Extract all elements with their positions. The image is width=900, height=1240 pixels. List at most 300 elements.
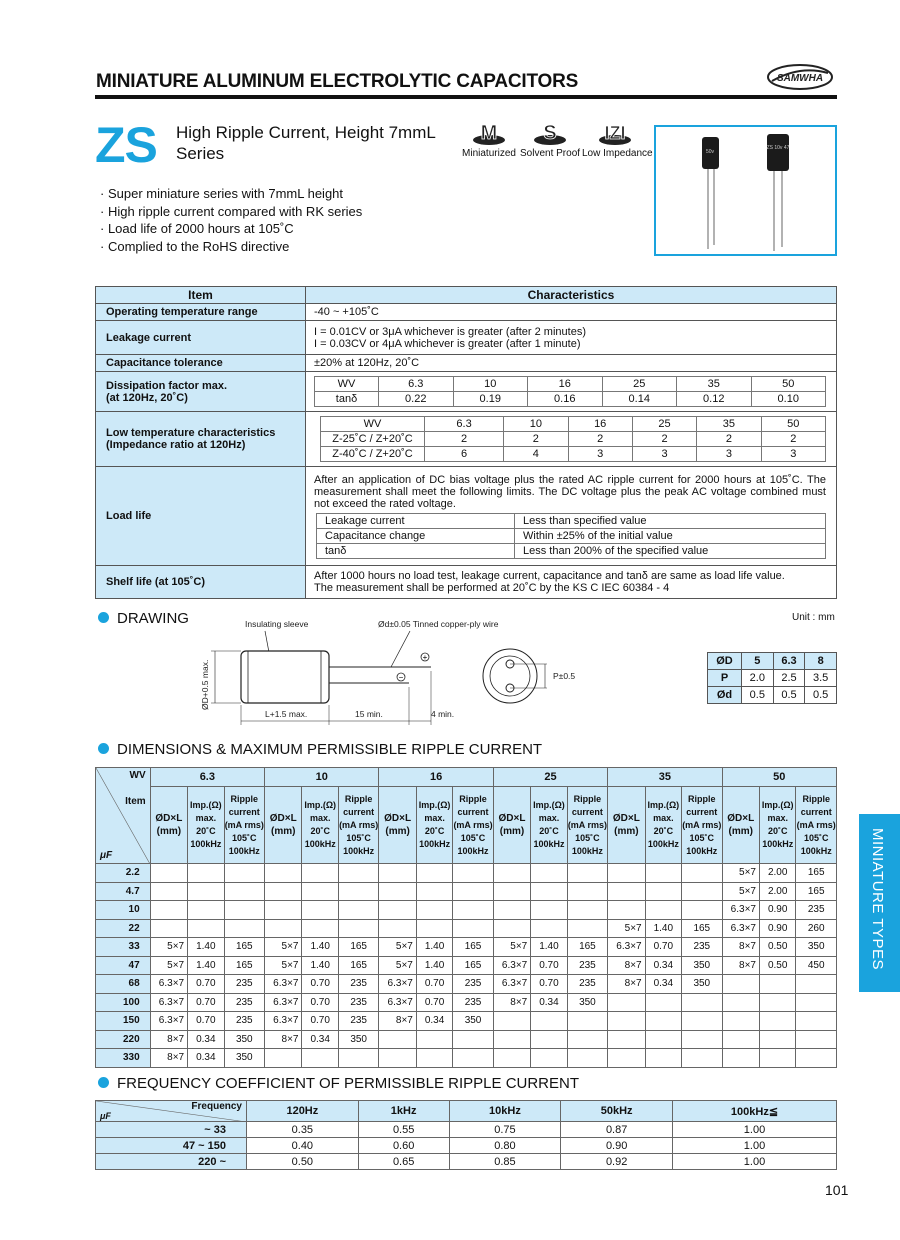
shelf-line: After 1000 hours no load test, leakage current, capacitance and tanδ are same as load life value. bbox=[314, 570, 785, 582]
ripple-cell: 0.50 bbox=[759, 956, 795, 975]
ripple-cell bbox=[759, 1012, 795, 1031]
dim-row bbox=[708, 653, 837, 670]
ripple-capacitance: 330 bbox=[96, 1049, 151, 1068]
lowtemp-val: 3 bbox=[697, 447, 761, 462]
ripple-cell: 350 bbox=[338, 1030, 378, 1049]
spec-label bbox=[96, 372, 306, 412]
ripple-cell: 350 bbox=[224, 1030, 264, 1049]
badge-miniaturized bbox=[462, 120, 516, 159]
shelf-line: The measurement shall be performed at 20˚C by the KS C IEC 60384 - 4 bbox=[314, 582, 670, 594]
ripple-row bbox=[96, 938, 837, 957]
ripple-cell bbox=[796, 993, 837, 1012]
ripple-row bbox=[96, 1030, 837, 1049]
feature-item: · Super miniature series with 7mmL height bbox=[100, 185, 362, 203]
ripple-cell bbox=[302, 901, 338, 920]
loadlife-cell bbox=[306, 467, 837, 566]
df-table bbox=[314, 376, 826, 407]
ripple-cell: 165 bbox=[338, 938, 378, 957]
freq-val: 0.85 bbox=[449, 1154, 561, 1170]
ripple-cell bbox=[608, 901, 645, 920]
feature-item: · Complied to the RoHS directive bbox=[100, 238, 362, 256]
ripple-cell bbox=[493, 901, 530, 920]
ripple-cell: 235 bbox=[453, 975, 493, 994]
ripple-row bbox=[96, 919, 837, 938]
ripple-cell: 0.34 bbox=[188, 1030, 224, 1049]
ripple-cell: 1.40 bbox=[188, 956, 224, 975]
freq-val: 0.75 bbox=[449, 1122, 561, 1138]
ripple-cell: 6.3×7 bbox=[379, 993, 416, 1012]
ripple-cell bbox=[645, 864, 681, 883]
ripple-cell: 5×7 bbox=[150, 938, 187, 957]
ripple-cell bbox=[224, 864, 264, 883]
ripple-capacitance: 4.7 bbox=[96, 882, 151, 901]
ripple-cell: 5×7 bbox=[493, 938, 530, 957]
label-diameter: ØD+0.5 max. bbox=[200, 659, 210, 710]
lowtemp-wv: 6.3 bbox=[425, 417, 504, 432]
ripple-cell bbox=[188, 864, 224, 883]
series-desc-line1: High Ripple Current, Height 7mmL bbox=[176, 123, 436, 142]
page-title: MINIATURE ALUMINUM ELECTROLYTIC CAPACITORS bbox=[96, 71, 579, 92]
ripple-cell: 5×7 bbox=[150, 956, 187, 975]
ripple-cell bbox=[531, 901, 567, 920]
ripple-subheader: Ripple current (mA rms) 105˚C 100kHz bbox=[682, 787, 722, 864]
label-wire: Ød±0.05 Tinned copper-ply wire bbox=[378, 619, 499, 629]
ripple-cell: 0.34 bbox=[302, 1030, 338, 1049]
ripple-row bbox=[96, 882, 837, 901]
ripple-cell bbox=[567, 1030, 607, 1049]
ripple-cell bbox=[796, 1012, 837, 1031]
freq-val: 1.00 bbox=[673, 1122, 837, 1138]
photo-mark-left: 50v bbox=[705, 149, 715, 155]
ripple-cell: 0.70 bbox=[302, 975, 338, 994]
ripple-cell bbox=[608, 993, 645, 1012]
ripple-cell bbox=[493, 882, 530, 901]
freq-val: 1.00 bbox=[673, 1154, 837, 1170]
ripple-cell bbox=[302, 864, 338, 883]
ripple-cell: 0.70 bbox=[416, 993, 452, 1012]
lowtemp-wv: 10 bbox=[504, 417, 568, 432]
lowtemp-val: 3 bbox=[568, 447, 632, 462]
ripple-cell bbox=[608, 1012, 645, 1031]
ripple-cell bbox=[379, 919, 416, 938]
voltage-header: 6.3 bbox=[150, 768, 264, 787]
voltage-header: 16 bbox=[379, 768, 493, 787]
ripple-cell: 2.00 bbox=[759, 882, 795, 901]
ripple-cell: 165 bbox=[453, 938, 493, 957]
freq-val: 0.90 bbox=[561, 1138, 673, 1154]
ripple-cell: 0.70 bbox=[531, 975, 567, 994]
ripple-cell bbox=[302, 882, 338, 901]
ripple-cell bbox=[188, 919, 224, 938]
ripple-cell: 0.70 bbox=[531, 956, 567, 975]
ripple-table bbox=[95, 767, 837, 1068]
ripple-subheader: ØD×L (mm) bbox=[493, 787, 530, 864]
bullet-icon bbox=[98, 612, 109, 623]
badge-solvent-proof bbox=[520, 120, 580, 159]
df-tan: 0.22 bbox=[379, 392, 454, 407]
freq-val: 0.80 bbox=[449, 1138, 561, 1154]
ripple-cell: 165 bbox=[224, 938, 264, 957]
freq-row bbox=[96, 1138, 837, 1154]
frequency-section-title bbox=[98, 1075, 579, 1092]
lowtemp-wv-row bbox=[321, 417, 826, 432]
ripple-cell: 1.40 bbox=[645, 919, 681, 938]
ripple-cell bbox=[531, 1049, 567, 1068]
df-tan: 0.14 bbox=[602, 392, 677, 407]
ripple-cell: 0.70 bbox=[302, 993, 338, 1012]
ripple-cell: 165 bbox=[796, 882, 837, 901]
ripple-cell bbox=[682, 882, 722, 901]
ripple-subheader: Ripple current (mA rms) 105˚C 100kHz bbox=[567, 787, 607, 864]
ripple-cell bbox=[265, 882, 302, 901]
ripple-subheader: ØD×L (mm) bbox=[150, 787, 187, 864]
ripple-cell bbox=[338, 882, 378, 901]
ripple-cell: 8×7 bbox=[722, 938, 759, 957]
lowtemp-row-label: Z-40˚C / Z+20˚C bbox=[321, 447, 425, 462]
ripple-cell: 0.70 bbox=[188, 993, 224, 1012]
dim-cell: 2.0 bbox=[742, 670, 774, 687]
spec-value bbox=[306, 321, 837, 355]
label-4min: 4 min. bbox=[431, 709, 455, 719]
ripple-row bbox=[96, 1012, 837, 1031]
ripple-cell bbox=[224, 919, 264, 938]
ripple-cell: 6.3×7 bbox=[722, 919, 759, 938]
ripple-cell: 1.40 bbox=[302, 956, 338, 975]
ripple-subheader: Ripple current (mA rms) 105˚C 100kHz bbox=[338, 787, 378, 864]
ripple-cell bbox=[493, 1012, 530, 1031]
ripple-cell bbox=[759, 1049, 795, 1068]
ripple-subheader: ØD×L (mm) bbox=[608, 787, 645, 864]
ripple-cell: 235 bbox=[224, 975, 264, 994]
ripple-cell bbox=[722, 1030, 759, 1049]
ripple-cell: 350 bbox=[682, 956, 722, 975]
ripple-capacitance: 220 bbox=[96, 1030, 151, 1049]
ripple-cell: 6.3×7 bbox=[265, 993, 302, 1012]
ripple-cell bbox=[338, 1049, 378, 1068]
bullet-icon bbox=[98, 1077, 109, 1088]
ripple-cell bbox=[150, 919, 187, 938]
ripple-cell bbox=[531, 882, 567, 901]
ripple-cell bbox=[567, 919, 607, 938]
ripple-cell: 8×7 bbox=[265, 1030, 302, 1049]
drawing-title: DRAWING bbox=[117, 610, 189, 627]
ripple-cell bbox=[682, 1049, 722, 1068]
ripple-cell bbox=[682, 901, 722, 920]
freq-col-header: 1kHz bbox=[358, 1101, 449, 1122]
loadlife-key: Leakage current bbox=[317, 513, 515, 528]
product-photo bbox=[654, 125, 837, 256]
lowtemp-val: 6 bbox=[425, 447, 504, 462]
ripple-cell bbox=[453, 1049, 493, 1068]
page-number: 101 bbox=[825, 1182, 849, 1198]
freq-val: 1.00 bbox=[673, 1138, 837, 1154]
ripple-cell: 1.40 bbox=[188, 938, 224, 957]
df-wv-label: WV bbox=[315, 377, 379, 392]
ripple-cell: 0.34 bbox=[645, 975, 681, 994]
ripple-cell bbox=[531, 1012, 567, 1031]
ripple-cell bbox=[645, 882, 681, 901]
ripple-cell bbox=[265, 919, 302, 938]
spec-label: Load life bbox=[96, 467, 306, 566]
ripple-cell bbox=[224, 901, 264, 920]
ripple-cell bbox=[453, 919, 493, 938]
dim-cell: 8 bbox=[805, 653, 837, 670]
ripple-cell: 0.50 bbox=[759, 938, 795, 957]
ripple-cell: 6.3×7 bbox=[150, 993, 187, 1012]
spec-col-item: Item bbox=[96, 287, 306, 304]
badge-glyph: M bbox=[480, 122, 498, 144]
lowtemp-wv-label: WV bbox=[321, 417, 425, 432]
ripple-cell bbox=[416, 864, 452, 883]
ripple-capacitance: 47 bbox=[96, 956, 151, 975]
ripple-cell: 5×7 bbox=[722, 882, 759, 901]
ripple-corner bbox=[96, 768, 151, 864]
ripple-cell bbox=[682, 1012, 722, 1031]
dim-cell: 0.5 bbox=[805, 687, 837, 704]
freq-col-header: 120Hz bbox=[247, 1101, 359, 1122]
loadlife-key: Capacitance change bbox=[317, 528, 515, 543]
df-wv: 16 bbox=[528, 377, 603, 392]
ripple-cell bbox=[150, 882, 187, 901]
label-15min: 15 min. bbox=[355, 709, 383, 719]
dim-cell: P bbox=[708, 670, 742, 687]
ripple-cell bbox=[722, 975, 759, 994]
solvent-proof-icon bbox=[533, 120, 567, 148]
ripple-cell: 260 bbox=[796, 919, 837, 938]
badge-low-impedance bbox=[582, 120, 653, 159]
ripple-cell bbox=[453, 864, 493, 883]
ripple-cell: 0.70 bbox=[302, 1012, 338, 1031]
ripple-cell: 8×7 bbox=[608, 956, 645, 975]
freq-cap: 47 ~ 150 bbox=[96, 1138, 247, 1154]
ripple-cell bbox=[608, 864, 645, 883]
ripple-cell: 6.3×7 bbox=[265, 1012, 302, 1031]
ripple-cell bbox=[493, 1030, 530, 1049]
lowtemp-val: 2 bbox=[632, 432, 696, 447]
ripple-cell bbox=[567, 864, 607, 883]
ripple-cell bbox=[645, 1049, 681, 1068]
lowtemp-val: 2 bbox=[568, 432, 632, 447]
ripple-cell bbox=[493, 1049, 530, 1068]
ripple-cell bbox=[379, 901, 416, 920]
freq-cap: 220 ~ bbox=[96, 1154, 247, 1170]
ripple-cell: 165 bbox=[338, 956, 378, 975]
feature-item: · High ripple current compared with RK series bbox=[100, 203, 362, 221]
frequency-table bbox=[95, 1100, 837, 1170]
freq-corner bbox=[96, 1101, 247, 1122]
ripple-cell bbox=[453, 1030, 493, 1049]
ripple-cell bbox=[379, 1030, 416, 1049]
ripple-row bbox=[96, 975, 837, 994]
ripple-cell: 1.40 bbox=[302, 938, 338, 957]
ripple-cell: 350 bbox=[682, 975, 722, 994]
freq-val: 0.92 bbox=[561, 1154, 673, 1170]
ripple-cell bbox=[416, 901, 452, 920]
df-tan-row bbox=[315, 392, 826, 407]
badge-label: Solvent Proof bbox=[520, 148, 581, 159]
side-tab bbox=[859, 814, 900, 992]
ripple-cell: 2.00 bbox=[759, 864, 795, 883]
ripple-cell bbox=[416, 919, 452, 938]
lowtemp-wv: 25 bbox=[632, 417, 696, 432]
ripple-cell bbox=[682, 864, 722, 883]
ripple-cell bbox=[453, 882, 493, 901]
ripple-cell: 8×7 bbox=[379, 1012, 416, 1031]
freq-corner-top: Frequency bbox=[191, 1101, 242, 1112]
ripple-cell bbox=[379, 882, 416, 901]
ripple-cell bbox=[338, 901, 378, 920]
ripple-cell bbox=[265, 901, 302, 920]
ripple-cell: 5×7 bbox=[265, 956, 302, 975]
ripple-cell bbox=[265, 864, 302, 883]
lowtemp-val: 2 bbox=[761, 432, 825, 447]
ripple-capacitance: 100 bbox=[96, 993, 151, 1012]
ripple-cell bbox=[416, 1049, 452, 1068]
ripple-row bbox=[96, 864, 837, 883]
ripple-cell bbox=[338, 919, 378, 938]
df-wv: 10 bbox=[453, 377, 528, 392]
ripple-cell: 235 bbox=[567, 956, 607, 975]
ripple-subheader: Imp.(Ω) max. 20˚C 100kHz bbox=[416, 787, 452, 864]
freq-row bbox=[96, 1122, 837, 1138]
loadlife-key: tanδ bbox=[317, 543, 515, 558]
ripple-cell bbox=[682, 1030, 722, 1049]
spec-label bbox=[96, 412, 306, 467]
brand-text: SAMWHA bbox=[776, 73, 824, 84]
freq-val: 0.35 bbox=[247, 1122, 359, 1138]
df-label-line: (at 120Hz, 20˚C) bbox=[106, 391, 188, 404]
spec-label: Shelf life (at 105˚C) bbox=[96, 566, 306, 599]
dim-cell: 6.3 bbox=[773, 653, 805, 670]
voltage-header: 25 bbox=[493, 768, 607, 787]
ripple-subheader: Imp.(Ω) max. 20˚C 100kHz bbox=[531, 787, 567, 864]
side-tab-label: MINIATURE TYPES bbox=[869, 828, 886, 970]
df-tan: 0.10 bbox=[751, 392, 826, 407]
lowtemp-label-line: Low temperature characteristics bbox=[106, 427, 276, 439]
ripple-cell: 235 bbox=[224, 993, 264, 1012]
ripple-cell: 6.3×7 bbox=[150, 975, 187, 994]
ripple-cell bbox=[645, 1012, 681, 1031]
spec-value: ±20% at 120Hz, 20˚C bbox=[306, 355, 837, 372]
drawing-section-title bbox=[98, 610, 189, 627]
ripple-cell: 165 bbox=[682, 919, 722, 938]
ripple-cell bbox=[379, 1049, 416, 1068]
minus-sign: − bbox=[398, 673, 404, 682]
ripple-cell: 6.3×7 bbox=[265, 975, 302, 994]
dim-row bbox=[708, 687, 837, 704]
ripple-cell bbox=[416, 882, 452, 901]
ripple-cell bbox=[608, 1049, 645, 1068]
series-code: ZS bbox=[95, 117, 157, 173]
ripple-subheader: Imp.(Ω) max. 20˚C 100kHz bbox=[188, 787, 224, 864]
series-desc-line2: Series bbox=[176, 144, 225, 163]
ripple-capacitance: 150 bbox=[96, 1012, 151, 1031]
ripple-cell: 165 bbox=[796, 864, 837, 883]
ripple-cell: 450 bbox=[796, 956, 837, 975]
ripple-cell: 8×7 bbox=[150, 1049, 187, 1068]
ripple-row bbox=[96, 1049, 837, 1068]
spec-value bbox=[306, 566, 837, 599]
loadlife-value: Less than 200% of the specified value bbox=[515, 543, 826, 558]
photo-mark-right: ZS 10v 47 bbox=[766, 145, 790, 151]
series-description bbox=[176, 122, 436, 164]
ripple-cell bbox=[722, 1049, 759, 1068]
dim-cell: 3.5 bbox=[805, 670, 837, 687]
ripple-cell bbox=[645, 1030, 681, 1049]
ripple-subheader: Ripple current (mA rms) 105˚C 100kHz bbox=[224, 787, 264, 864]
ripple-row bbox=[96, 993, 837, 1012]
ripple-cell: 235 bbox=[453, 993, 493, 1012]
lowtemp-wv: 35 bbox=[697, 417, 761, 432]
dim-cell: 5 bbox=[742, 653, 774, 670]
ripple-cell: 5×7 bbox=[265, 938, 302, 957]
ripple-capacitance: 68 bbox=[96, 975, 151, 994]
voltage-header: 35 bbox=[608, 768, 722, 787]
samwha-logo bbox=[766, 63, 834, 91]
ripple-capacitance: 33 bbox=[96, 938, 151, 957]
df-wv: 25 bbox=[602, 377, 677, 392]
ripple-row bbox=[96, 901, 837, 920]
corner-uf: μF bbox=[100, 850, 113, 861]
freq-row bbox=[96, 1154, 837, 1170]
lead-dimension-table bbox=[707, 652, 837, 704]
lowtemp-z40-row bbox=[321, 447, 826, 462]
ripple-cell bbox=[759, 975, 795, 994]
ripple-capacitance: 22 bbox=[96, 919, 151, 938]
label-pitch: P±0.5 bbox=[553, 671, 576, 681]
ripple-cell: 235 bbox=[338, 1012, 378, 1031]
feature-list bbox=[100, 185, 362, 255]
freq-val: 0.55 bbox=[358, 1122, 449, 1138]
ripple-cell bbox=[188, 901, 224, 920]
freq-val: 0.50 bbox=[247, 1154, 359, 1170]
dim-cell: 0.5 bbox=[742, 687, 774, 704]
voltage-header: 10 bbox=[265, 768, 379, 787]
lowtemp-row-label: Z-25˚C / Z+20˚C bbox=[321, 432, 425, 447]
ripple-cell bbox=[722, 993, 759, 1012]
ripple-cell bbox=[682, 993, 722, 1012]
low-impedance-icon bbox=[598, 120, 632, 148]
ripple-subheader: ØD×L (mm) bbox=[379, 787, 416, 864]
badge-label: Low Impedance bbox=[582, 148, 653, 159]
lowtemp-val: 2 bbox=[425, 432, 504, 447]
ripple-subheader: Ripple current (mA rms) 105˚C 100kHz bbox=[453, 787, 493, 864]
ripple-cell bbox=[188, 882, 224, 901]
ripple-cell bbox=[531, 864, 567, 883]
spec-col-characteristics: Characteristics bbox=[306, 287, 837, 304]
badge-label: Miniaturized bbox=[462, 148, 516, 159]
ripple-cell bbox=[796, 975, 837, 994]
ripple-cell bbox=[224, 882, 264, 901]
df-cell bbox=[306, 372, 837, 412]
ripple-cell: 350 bbox=[453, 1012, 493, 1031]
ripple-cell: 1.40 bbox=[416, 956, 452, 975]
ripple-cell: 350 bbox=[567, 993, 607, 1012]
leakage-line: I = 0.03CV or 4μA whichever is greater (after 1 minute) bbox=[314, 337, 581, 350]
ripple-cell bbox=[645, 993, 681, 1012]
ripple-cell bbox=[567, 882, 607, 901]
dim-cell: ØD bbox=[708, 653, 742, 670]
ripple-cell: 6.3×7 bbox=[722, 901, 759, 920]
lowtemp-wv: 16 bbox=[568, 417, 632, 432]
loadlife-text: After an application of DC bias voltage plus the rated AC ripple current for 2000 hours at 105˚C. The measurement shall meet the following limits. The DC voltage plus the peak AC voltage combined must not exceed the rated voltage. bbox=[314, 473, 826, 510]
ripple-capacitance: 10 bbox=[96, 901, 151, 920]
loadlife-value: Less than specified value bbox=[515, 513, 826, 528]
ripple-cell bbox=[567, 1049, 607, 1068]
ripple-cell: 0.34 bbox=[188, 1049, 224, 1068]
ripple-subheader: Imp.(Ω) max. 20˚C 100kHz bbox=[759, 787, 795, 864]
ripple-row bbox=[96, 956, 837, 975]
